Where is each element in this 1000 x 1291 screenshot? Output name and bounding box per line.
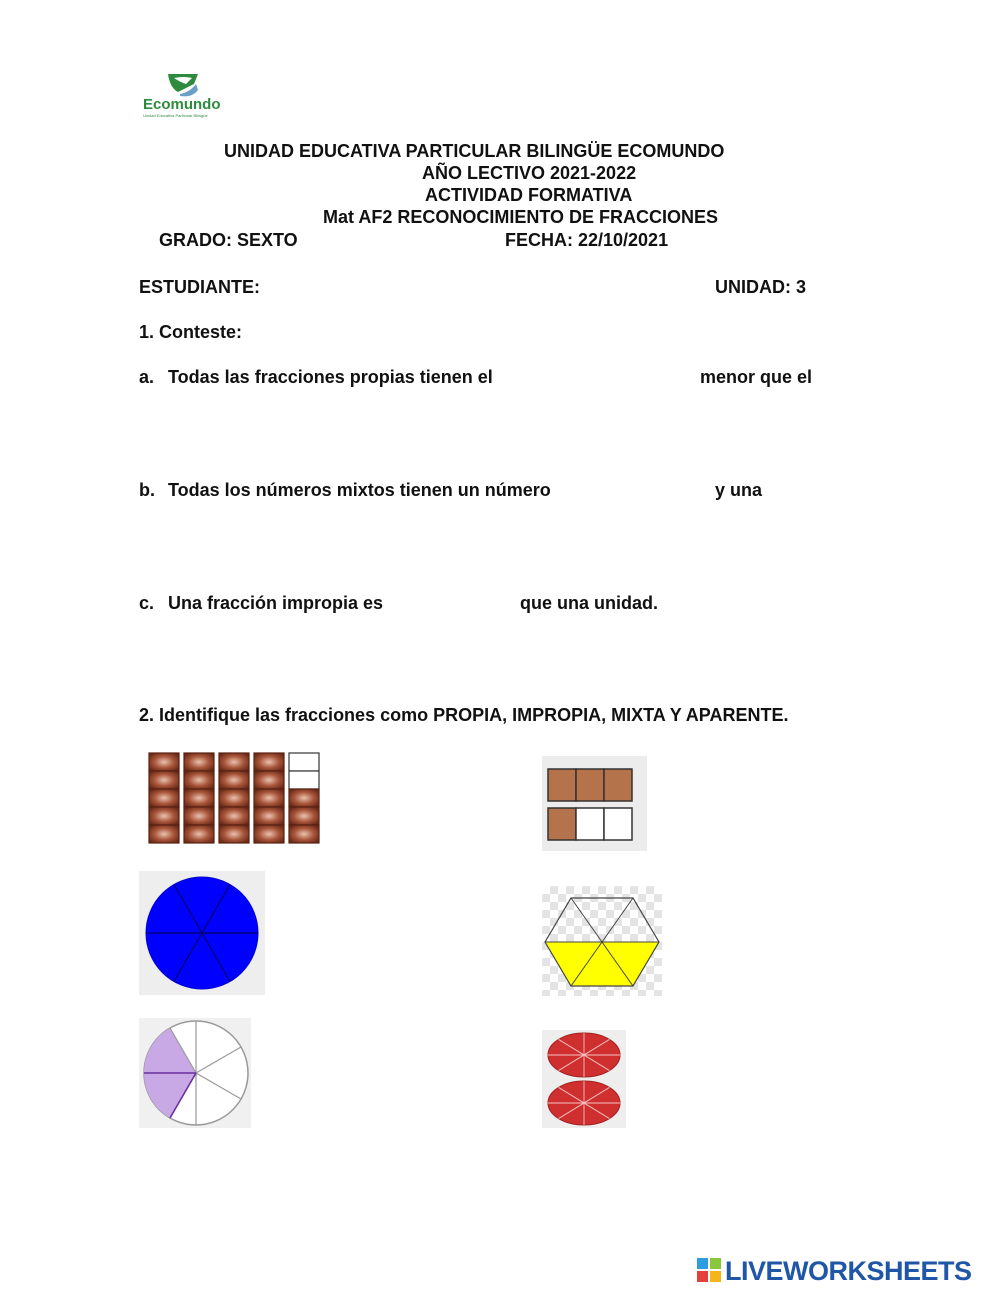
chocolate-piece-filled: [184, 771, 214, 789]
chocolate-piece-empty: [289, 753, 319, 771]
answer-box-red-ovals[interactable]: [650, 1063, 810, 1093]
student-label: ESTUDIANTE:: [139, 277, 260, 297]
chocolate-piece-filled: [149, 753, 179, 771]
q1c-text-end: que una unidad.: [520, 593, 658, 613]
chocolate-piece-filled: [289, 825, 319, 843]
q1b-text-end: y una: [715, 480, 763, 500]
chocolate-piece-filled: [254, 789, 284, 807]
answer-box-purple-circle[interactable]: [290, 1060, 450, 1090]
chocolate-piece-filled: [254, 771, 284, 789]
q1c-blank[interactable]: [405, 590, 515, 616]
chocolate-bars-figure: [146, 750, 326, 846]
brand-name: LIVEWORKSHEETS: [725, 1256, 972, 1286]
q1b-blank-1[interactable]: [592, 477, 707, 503]
activity-title: Mat AF2 RECONOCIMIENTO DE FRACCIONES: [323, 207, 719, 227]
chocolate-piece-filled: [254, 753, 284, 771]
live-badge-icon: [697, 1258, 721, 1282]
q1b-blank-2[interactable]: [772, 477, 962, 503]
school-logo: [140, 70, 240, 120]
q1a-blank-1[interactable]: [528, 364, 693, 390]
chocolate-piece-empty: [289, 771, 319, 789]
logo-tagline: Unidad Educativa Particular Bilingüe: [143, 113, 208, 118]
chocolate-piece-filled: [149, 771, 179, 789]
chocolate-piece-filled: [254, 807, 284, 825]
chocolate-piece-filled: [219, 771, 249, 789]
school-year: AÑO LECTIVO 2021-2022: [422, 163, 637, 183]
activity-type: ACTIVIDAD FORMATIVA: [425, 185, 633, 205]
hexagon-figure: [542, 886, 662, 996]
chocolate-piece-filled: [254, 825, 284, 843]
logo-name: Ecomundo: [143, 96, 221, 113]
q1c-marker: c.: [139, 593, 155, 613]
unit-label: UNIDAD: 3: [715, 277, 807, 297]
purple-circle-figure: [139, 1018, 251, 1128]
liveworksheets-logo: [697, 1256, 997, 1286]
chocolate-piece-filled: [184, 753, 214, 771]
question-2-heading: 2. Identifique las fracciones como PROPIA, IMPROPIA, MIXTA Y APARENTE.: [139, 705, 789, 725]
question-1-heading: 1. Conteste:: [139, 322, 243, 342]
q1a-blank-2[interactable]: [830, 364, 970, 390]
q1a-marker: a.: [139, 367, 155, 387]
chocolate-piece-filled: [184, 789, 214, 807]
grade: GRADO: SEXTO: [159, 230, 298, 250]
chocolate-piece-filled: [219, 789, 249, 807]
chocolate-piece-filled: [184, 807, 214, 825]
answer-box-blue-circle[interactable]: [290, 918, 450, 948]
answer-box-chocolate[interactable]: [340, 780, 500, 810]
red-ovals-figure: [542, 1030, 626, 1128]
chocolate-piece-filled: [149, 789, 179, 807]
chocolate-piece-filled: [219, 807, 249, 825]
q1b-text-start: Todas los números mixtos tienen un número: [168, 480, 551, 500]
q1a-text-start: Todas las fracciones propias tienen el: [168, 367, 493, 387]
answer-box-hexagon[interactable]: [680, 925, 840, 955]
chocolate-piece-filled: [149, 825, 179, 843]
date: FECHA: 22/10/2021: [505, 230, 669, 250]
q1c-text-start: Una fracción impropia es: [168, 593, 384, 613]
chocolate-piece-filled: [289, 807, 319, 825]
answer-box-rectangles[interactable]: [670, 785, 830, 815]
school-name: UNIDAD EDUCATIVA PARTICULAR BILINGÜE ECOMUNDO: [224, 141, 725, 161]
chocolate-piece-filled: [219, 753, 249, 771]
q1b-marker: b.: [139, 480, 155, 500]
chocolate-piece-filled: [219, 825, 249, 843]
chocolate-piece-filled: [149, 807, 179, 825]
chocolate-piece-filled: [289, 789, 319, 807]
q1a-text-end: menor que el: [700, 367, 813, 387]
blue-circle-figure: [139, 871, 265, 995]
chocolate-piece-filled: [184, 825, 214, 843]
rectangle-grid-figure: [542, 756, 647, 851]
